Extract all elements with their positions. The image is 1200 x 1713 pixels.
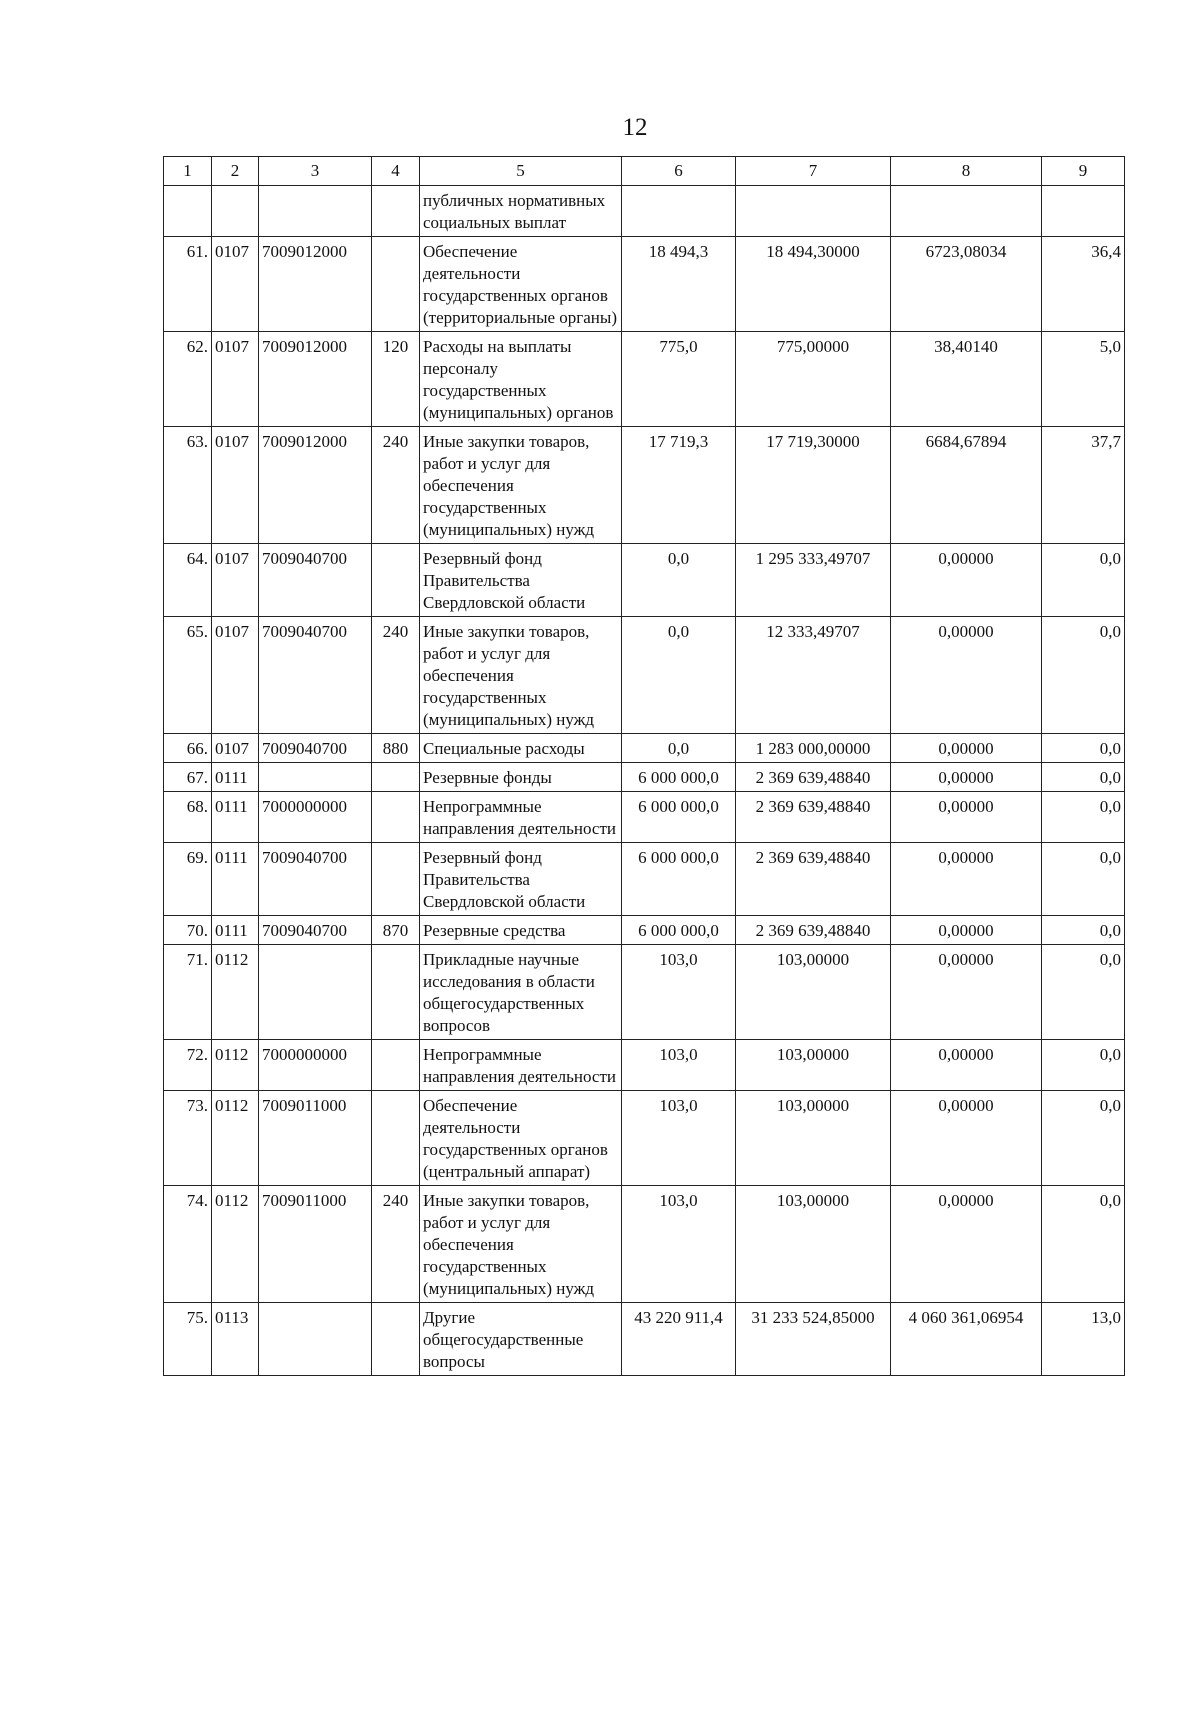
expense-name: Непрограммные направления деятельности [420, 792, 622, 843]
table-row [164, 617, 1125, 734]
target-article-code: 7009012000 [259, 332, 372, 427]
target-article-code [259, 1303, 372, 1376]
table-row [164, 1186, 1125, 1303]
target-article-code: 7000000000 [259, 1040, 372, 1091]
executed-amount: 0,00000 [891, 617, 1042, 734]
row-number: 72. [164, 1040, 212, 1091]
execution-percent: 0,0 [1042, 843, 1125, 916]
target-article-code: 7000000000 [259, 792, 372, 843]
execution-percent: 0,0 [1042, 1040, 1125, 1091]
execution-percent: 0,0 [1042, 792, 1125, 843]
page-number: 12 [622, 114, 648, 141]
expense-name: Специальные расходы [420, 734, 622, 763]
expense-name: Резервный фонд Правительства Свердловской области [420, 843, 622, 916]
revised-amount: 2 369 639,48840 [736, 843, 891, 916]
executed-amount: 6723,08034 [891, 237, 1042, 332]
column-header-1: 1 [164, 157, 212, 186]
row-number: 61. [164, 237, 212, 332]
executed-amount: 0,00000 [891, 792, 1042, 843]
approved-amount: 6 000 000,0 [622, 916, 736, 945]
row-number: 74. [164, 1186, 212, 1303]
expense-type-code: 120 [372, 332, 420, 427]
expense-type-code [372, 1091, 420, 1186]
approved-amount: 6 000 000,0 [622, 792, 736, 843]
executed-amount: 6684,67894 [891, 427, 1042, 544]
row-number: 68. [164, 792, 212, 843]
row-number: 63. [164, 427, 212, 544]
section-code: 0112 [212, 1040, 259, 1091]
expense-type-code [372, 945, 420, 1040]
section-code: 0111 [212, 763, 259, 792]
expense-name: Обеспечение деятельности государственных органов (территориальные органы) [420, 237, 622, 332]
expense-type-code: 240 [372, 427, 420, 544]
column-header-8: 8 [891, 157, 1042, 186]
section-code: 0111 [212, 792, 259, 843]
executed-amount: 0,00000 [891, 843, 1042, 916]
table-header [164, 157, 1125, 186]
expense-name: Непрограммные направления деятельности [420, 1040, 622, 1091]
executed-amount [891, 186, 1042, 237]
section-code: 0107 [212, 237, 259, 332]
expense-name: Резервные средства [420, 916, 622, 945]
expense-type-code [372, 544, 420, 617]
expense-type-code [372, 1040, 420, 1091]
approved-amount: 103,0 [622, 1040, 736, 1091]
row-number: 73. [164, 1091, 212, 1186]
executed-amount: 0,00000 [891, 945, 1042, 1040]
expense-name: Резервный фонд Правительства Свердловской области [420, 544, 622, 617]
target-article-code: 7009012000 [259, 427, 372, 544]
table-row [164, 763, 1125, 792]
section-code: 0107 [212, 544, 259, 617]
revised-amount: 103,00000 [736, 1091, 891, 1186]
expense-name: публичных нормативных социальных выплат [420, 186, 622, 237]
column-header-2: 2 [212, 157, 259, 186]
column-header-6: 6 [622, 157, 736, 186]
target-article-code: 7009011000 [259, 1186, 372, 1303]
revised-amount: 31 233 524,85000 [736, 1303, 891, 1376]
target-article-code: 7009012000 [259, 237, 372, 332]
executed-amount: 0,00000 [891, 1091, 1042, 1186]
approved-amount: 17 719,3 [622, 427, 736, 544]
expense-name: Иные закупки товаров, работ и услуг для обеспечения государственных (муниципальных) нужд [420, 1186, 622, 1303]
section-code: 0107 [212, 617, 259, 734]
expense-type-code [372, 763, 420, 792]
execution-percent: 36,4 [1042, 237, 1125, 332]
expense-name: Обеспечение деятельности государственных органов (центральный аппарат) [420, 1091, 622, 1186]
expense-type-code [372, 237, 420, 332]
revised-amount: 2 369 639,48840 [736, 763, 891, 792]
target-article-code: 7009011000 [259, 1091, 372, 1186]
column-header-3: 3 [259, 157, 372, 186]
execution-percent: 0,0 [1042, 1091, 1125, 1186]
expense-name: Иные закупки товаров, работ и услуг для обеспечения государственных (муниципальных) нужд [420, 617, 622, 734]
expense-type-code [372, 792, 420, 843]
execution-percent: 5,0 [1042, 332, 1125, 427]
approved-amount: 103,0 [622, 1091, 736, 1186]
executed-amount: 0,00000 [891, 1186, 1042, 1303]
budget-table [163, 156, 1125, 1376]
row-number [164, 186, 212, 237]
revised-amount: 17 719,30000 [736, 427, 891, 544]
row-number: 75. [164, 1303, 212, 1376]
table-row [164, 1091, 1125, 1186]
target-article-code [259, 945, 372, 1040]
approved-amount: 6 000 000,0 [622, 843, 736, 916]
table-row [164, 544, 1125, 617]
approved-amount: 103,0 [622, 1186, 736, 1303]
approved-amount: 18 494,3 [622, 237, 736, 332]
section-code: 0112 [212, 1091, 259, 1186]
executed-amount: 0,00000 [891, 544, 1042, 617]
approved-amount: 775,0 [622, 332, 736, 427]
row-number: 64. [164, 544, 212, 617]
execution-percent [1042, 186, 1125, 237]
approved-amount: 0,0 [622, 617, 736, 734]
expense-type-code: 240 [372, 1186, 420, 1303]
executed-amount: 0,00000 [891, 763, 1042, 792]
revised-amount: 775,00000 [736, 332, 891, 427]
target-article-code: 7009040700 [259, 544, 372, 617]
row-number: 69. [164, 843, 212, 916]
execution-percent: 0,0 [1042, 734, 1125, 763]
table-row [164, 1040, 1125, 1091]
execution-percent: 13,0 [1042, 1303, 1125, 1376]
expense-type-code: 240 [372, 617, 420, 734]
executed-amount: 38,40140 [891, 332, 1042, 427]
target-article-code: 7009040700 [259, 916, 372, 945]
expense-type-code [372, 843, 420, 916]
executed-amount: 0,00000 [891, 1040, 1042, 1091]
table-row [164, 186, 1125, 237]
table-row [164, 916, 1125, 945]
row-number: 67. [164, 763, 212, 792]
expense-name: Иные закупки товаров, работ и услуг для обеспечения государственных (муниципальных) нужд [420, 427, 622, 544]
table-row [164, 332, 1125, 427]
target-article-code: 7009040700 [259, 843, 372, 916]
approved-amount: 0,0 [622, 544, 736, 617]
revised-amount: 103,00000 [736, 1186, 891, 1303]
section-code: 0111 [212, 843, 259, 916]
table-body [164, 186, 1125, 1376]
table-row [164, 237, 1125, 332]
executed-amount: 0,00000 [891, 734, 1042, 763]
target-article-code [259, 763, 372, 792]
executed-amount: 0,00000 [891, 916, 1042, 945]
table-row [164, 734, 1125, 763]
expense-name: Резервные фонды [420, 763, 622, 792]
revised-amount: 1 283 000,00000 [736, 734, 891, 763]
revised-amount: 2 369 639,48840 [736, 792, 891, 843]
approved-amount: 103,0 [622, 945, 736, 1040]
approved-amount: 0,0 [622, 734, 736, 763]
execution-percent: 0,0 [1042, 617, 1125, 734]
column-header-7: 7 [736, 157, 891, 186]
execution-percent: 0,0 [1042, 916, 1125, 945]
execution-percent: 0,0 [1042, 1186, 1125, 1303]
section-code: 0107 [212, 332, 259, 427]
row-number: 66. [164, 734, 212, 763]
header-row [164, 157, 1125, 186]
expense-name: Прикладные научные исследования в области общегосударственных вопросов [420, 945, 622, 1040]
target-article-code [259, 186, 372, 237]
expense-type-code [372, 186, 420, 237]
section-code: 0113 [212, 1303, 259, 1376]
row-number: 70. [164, 916, 212, 945]
table-row [164, 792, 1125, 843]
revised-amount: 103,00000 [736, 945, 891, 1040]
table-row [164, 843, 1125, 916]
revised-amount: 12 333,49707 [736, 617, 891, 734]
row-number: 62. [164, 332, 212, 427]
execution-percent: 37,7 [1042, 427, 1125, 544]
row-number: 65. [164, 617, 212, 734]
row-number: 71. [164, 945, 212, 1040]
execution-percent: 0,0 [1042, 945, 1125, 1040]
expense-type-code: 880 [372, 734, 420, 763]
section-code: 0111 [212, 916, 259, 945]
revised-amount: 18 494,30000 [736, 237, 891, 332]
table-row [164, 1303, 1125, 1376]
expense-type-code [372, 1303, 420, 1376]
revised-amount: 103,00000 [736, 1040, 891, 1091]
expense-name: Другие общегосударственные вопросы [420, 1303, 622, 1376]
revised-amount: 2 369 639,48840 [736, 916, 891, 945]
revised-amount: 1 295 333,49707 [736, 544, 891, 617]
target-article-code: 7009040700 [259, 617, 372, 734]
table-row [164, 427, 1125, 544]
revised-amount [736, 186, 891, 237]
table-row [164, 945, 1125, 1040]
execution-percent: 0,0 [1042, 544, 1125, 617]
section-code: 0107 [212, 427, 259, 544]
column-header-4: 4 [372, 157, 420, 186]
execution-percent: 0,0 [1042, 763, 1125, 792]
target-article-code: 7009040700 [259, 734, 372, 763]
column-header-9: 9 [1042, 157, 1125, 186]
section-code: 0112 [212, 945, 259, 1040]
approved-amount [622, 186, 736, 237]
section-code: 0107 [212, 734, 259, 763]
executed-amount: 4 060 361,06954 [891, 1303, 1042, 1376]
column-header-5: 5 [420, 157, 622, 186]
expense-name: Расходы на выплаты персоналу государственных (муниципальных) органов [420, 332, 622, 427]
expense-type-code: 870 [372, 916, 420, 945]
section-code: 0112 [212, 1186, 259, 1303]
section-code [212, 186, 259, 237]
approved-amount: 43 220 911,4 [622, 1303, 736, 1376]
approved-amount: 6 000 000,0 [622, 763, 736, 792]
